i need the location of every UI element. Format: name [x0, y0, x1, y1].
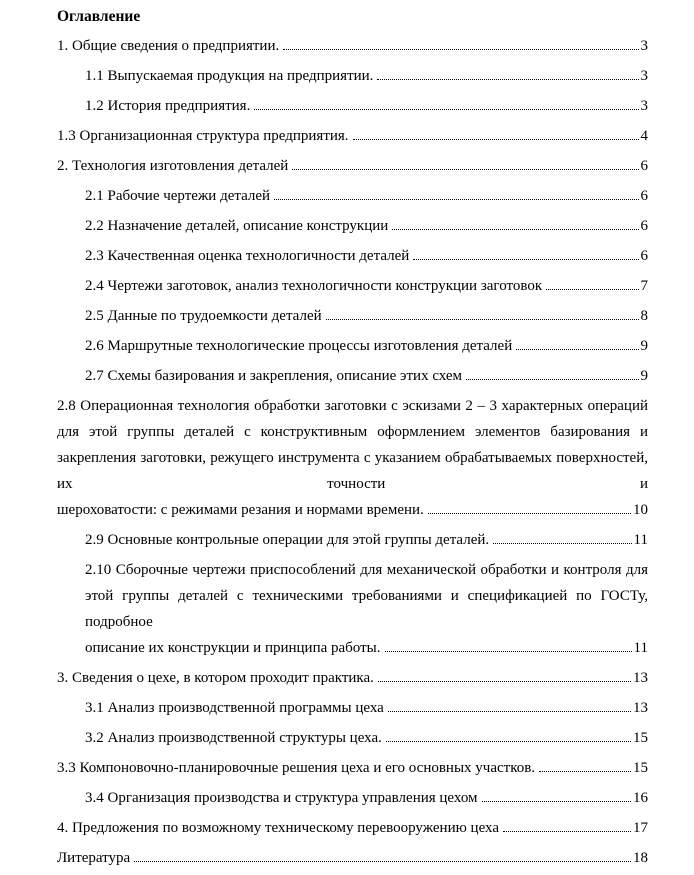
table-of-contents: [57, 33, 648, 871]
dot-leader: [516, 349, 638, 350]
toc-entry[interactable]: [57, 363, 648, 389]
page-number: 15: [633, 730, 648, 746]
toc-entry-line: [57, 497, 648, 523]
toc-entry-text: Литература: [57, 850, 131, 866]
dot-leader: [378, 681, 631, 682]
dot-leader: [392, 229, 638, 230]
toc-entry-line: [85, 363, 648, 389]
toc-entry-text: шероховатости: с режимами резания и нормами времени.: [57, 502, 424, 518]
toc-entry[interactable]: [57, 665, 648, 691]
page-number: 4: [640, 128, 648, 144]
toc-entry[interactable]: [57, 273, 648, 299]
toc-entry-text: описание их конструкции и принципа работы.: [85, 640, 381, 656]
toc-entry-line: [85, 303, 648, 329]
toc-entry[interactable]: [57, 527, 648, 553]
toc-entry-text: 3.2 Анализ производственной структуры цеха.: [85, 730, 382, 746]
toc-entry-line: [85, 333, 648, 359]
page-number: 10: [633, 502, 648, 518]
dot-leader: [385, 651, 632, 652]
dot-leader: [539, 771, 631, 772]
toc-entry-text: 3.3 Компоновочно-планировочные решения цеха и его основных участков.: [57, 760, 536, 776]
dot-leader: [466, 379, 638, 380]
page-number: 8: [640, 308, 648, 324]
toc-entry[interactable]: [57, 123, 648, 149]
toc-entry-line: [57, 815, 648, 841]
toc-entry-line: [57, 123, 648, 149]
page-number: 7: [640, 278, 648, 294]
toc-entry[interactable]: [57, 785, 648, 811]
page-title: Оглавление: [57, 8, 141, 25]
toc-entry-line: [85, 695, 648, 721]
toc-entry-text: 2.5 Данные по трудоемкости деталей: [85, 308, 322, 324]
page-number: 9: [640, 368, 648, 384]
toc-entry-line: [85, 635, 648, 661]
toc-entry-line: [85, 785, 648, 811]
toc-entry-line: [57, 755, 648, 781]
dot-leader: [377, 79, 638, 80]
toc-entry-line: [85, 183, 648, 209]
toc-entry-text: 2.4 Чертежи заготовок, анализ технологичности конструкции заготовок: [85, 278, 543, 294]
page-number: 11: [633, 640, 648, 656]
toc-entry-text: 1.1 Выпускаемая продукция на предприятии.: [85, 68, 374, 84]
dot-leader: [413, 259, 638, 260]
dot-leader: [428, 513, 631, 514]
toc-entry[interactable]: [57, 333, 648, 359]
toc-entry-text: 2.6 Маршрутные технологические процессы изготовления деталей: [85, 338, 513, 354]
toc-entry[interactable]: [57, 845, 648, 871]
dot-leader: [353, 139, 639, 140]
toc-entry-text: 2.8 Операционная технология обработки заготовки с эскизами 2 – 3 характерных операций для этой группы деталей с конструктивным оформлением элементов базирования и закрепления заготовки, режущего инструмента с указанием обрабатываемых поверхностей, их точности и: [57, 398, 648, 492]
toc-entry-text: 2.7 Схемы базирования и закрепления, описание этих схем: [85, 368, 463, 384]
dot-leader: [546, 289, 638, 290]
dot-leader: [326, 319, 639, 320]
page-number: 3: [640, 98, 648, 114]
dot-leader: [274, 199, 638, 200]
page-number: 18: [633, 850, 648, 866]
page-number: 15: [633, 760, 648, 776]
dot-leader: [503, 831, 631, 832]
toc-entry[interactable]: [57, 303, 648, 329]
page-number: 3: [640, 38, 648, 54]
toc-entry-text: 2.3 Качественная оценка технологичности деталей: [85, 248, 410, 264]
dot-leader: [292, 169, 638, 170]
page-number: 17: [633, 820, 648, 836]
toc-entry-line: [85, 213, 648, 239]
dot-leader: [254, 109, 638, 110]
toc-entry[interactable]: [57, 725, 648, 751]
toc-entry[interactable]: [57, 63, 648, 89]
toc-entry-line: [57, 153, 648, 179]
toc-entry[interactable]: [57, 243, 648, 269]
dot-leader: [493, 543, 631, 544]
dot-leader: [482, 801, 631, 802]
toc-entry-line: [57, 845, 648, 871]
toc-entry-text: 3. Сведения о цехе, в котором проходит практика.: [57, 670, 374, 686]
toc-entry-line: [85, 63, 648, 89]
toc-entry[interactable]: [57, 393, 648, 523]
toc-entry[interactable]: [57, 33, 648, 59]
page-number: 6: [640, 158, 648, 174]
toc-entry-text: 3.1 Анализ производственной программы цеха: [85, 700, 384, 716]
toc-entry-line: [85, 93, 648, 119]
page-number: 6: [640, 248, 648, 264]
toc-entry[interactable]: [57, 93, 648, 119]
page-number: 13: [633, 670, 648, 686]
dot-leader: [283, 49, 638, 50]
toc-entry-text: 2.10 Сборочные чертежи приспособлений для механической обработки и контроля для этой группы деталей с техническими требованиями и спецификацией по ГОСТу, подробное: [85, 562, 648, 630]
toc-entry[interactable]: [57, 557, 648, 661]
toc-entry[interactable]: [57, 183, 648, 209]
toc-entry-line: [85, 243, 648, 269]
toc-entry-line: [85, 725, 648, 751]
toc-entry-text: 4. Предложения по возможному техническому перевооружению цеха: [57, 820, 499, 836]
toc-entry-text: 1.2 История предприятия.: [85, 98, 251, 114]
toc-entry-line: [57, 665, 648, 691]
toc-entry[interactable]: [57, 153, 648, 179]
toc-entry-text: 2. Технология изготовления деталей: [57, 158, 289, 174]
toc-entry-text: 2.2 Назначение деталей, описание конструкции: [85, 218, 389, 234]
page-number: 11: [633, 532, 648, 548]
toc-entry[interactable]: [57, 755, 648, 781]
toc-entry-text: 3.4 Организация производства и структура управления цехом: [85, 790, 478, 806]
toc-entry-text: 1. Общие сведения о предприятии.: [57, 38, 280, 54]
dot-leader: [388, 711, 631, 712]
page-number: 13: [633, 700, 648, 716]
page-number: 9: [640, 338, 648, 354]
toc-entry[interactable]: [57, 213, 648, 239]
toc-entry-line: [85, 273, 648, 299]
page-number: 6: [640, 188, 648, 204]
toc-entry-line: [85, 527, 648, 553]
dot-leader: [134, 861, 631, 862]
page-number: 3: [640, 68, 648, 84]
toc-entry-text: 2.1 Рабочие чертежи деталей: [85, 188, 271, 204]
toc-entry-line: [57, 33, 648, 59]
page-number: 6: [640, 218, 648, 234]
dot-leader: [386, 741, 631, 742]
toc-entry[interactable]: [57, 815, 648, 841]
toc-entry[interactable]: [57, 695, 648, 721]
toc-entry-text: 1.3 Организационная структура предприятия.: [57, 128, 349, 144]
toc-entry-text: 2.9 Основные контрольные операции для этой группы деталей.: [85, 532, 490, 548]
page-number: 16: [633, 790, 648, 806]
